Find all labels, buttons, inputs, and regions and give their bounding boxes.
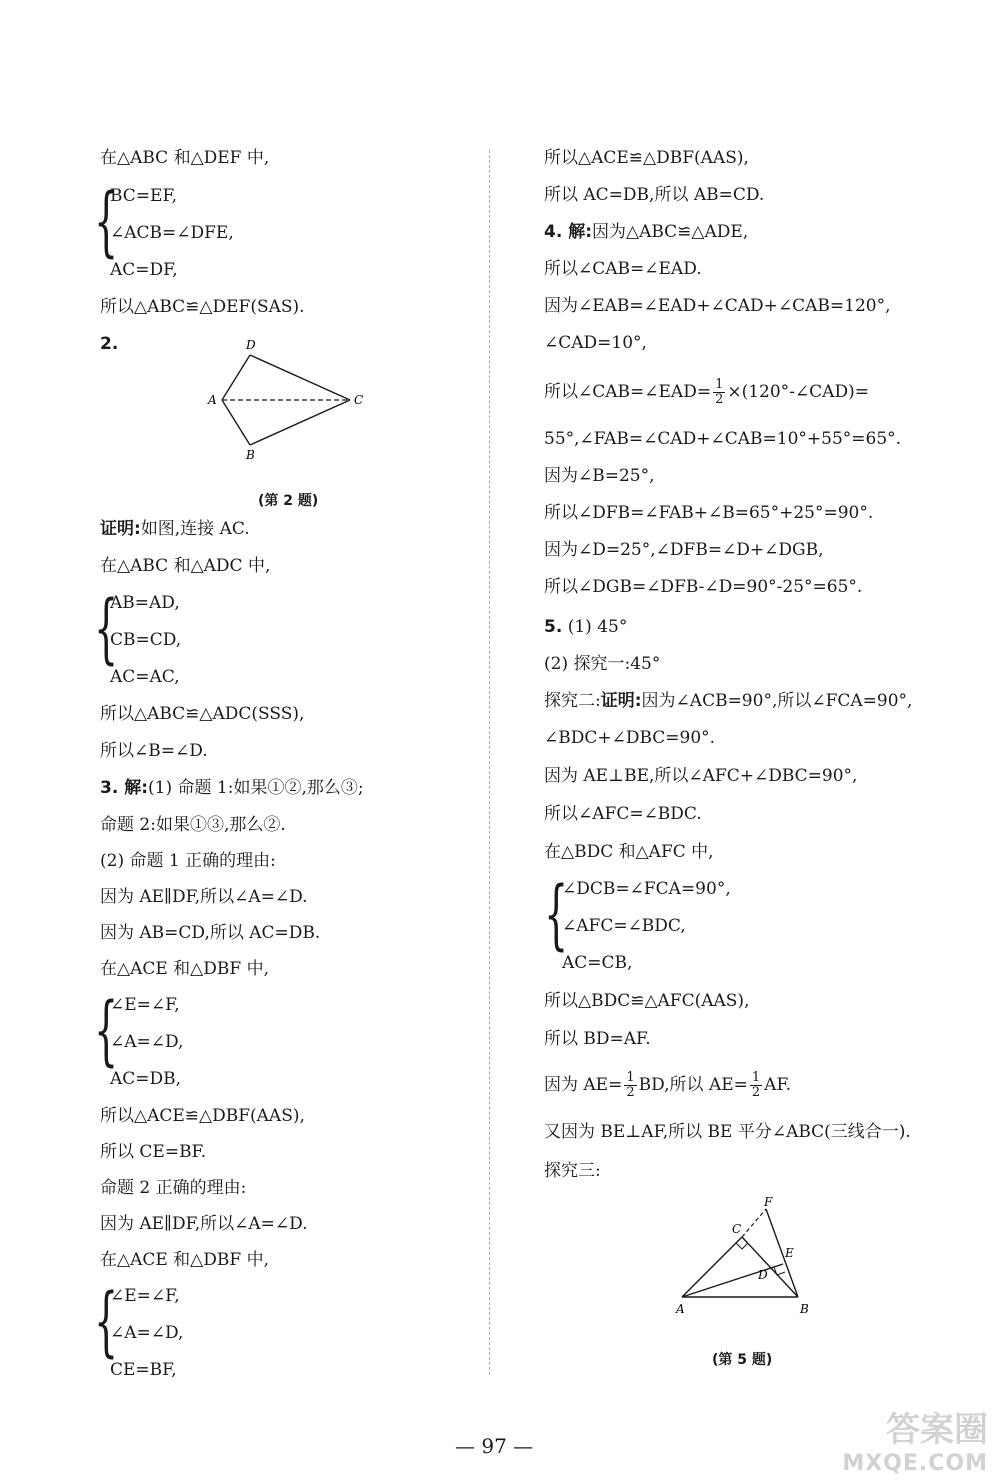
condition-line: ∠E=∠F,	[110, 995, 180, 1015]
point-label-a: A	[676, 1302, 685, 1316]
condition-line: AC=CB,	[562, 953, 633, 973]
point-label-a: A	[208, 393, 217, 407]
text-line	[100, 521, 250, 538]
condition-line: BC=EF,	[110, 186, 178, 206]
right-angle-mark-c	[736, 1243, 748, 1249]
text-line	[544, 1069, 791, 1101]
fraction	[624, 1071, 636, 1099]
text-line: 所以∠DFB=∠FAB+∠B=65°+25°=90°.	[544, 503, 874, 523]
condition-line: AC=DB,	[110, 1069, 182, 1089]
text-line: 所以∠AFC=∠BDC.	[544, 804, 702, 824]
text-line: 所以△ABC≌△ADC(SSS),	[100, 704, 305, 724]
text-line: ∠CAD=10°,	[544, 333, 647, 353]
point-label-d: D	[758, 1268, 768, 1282]
text-line: 所以∠B=∠D.	[100, 741, 208, 761]
fraction-numerator: 1	[715, 377, 724, 393]
text-line: 所以△ACE≌△DBF(AAS),	[100, 1106, 305, 1126]
text-span: (1) 命题 1:如果①②,那么③;	[148, 778, 364, 798]
segment-dc	[250, 355, 350, 400]
bold-label: 证明:	[600, 691, 642, 711]
text-line: 因为∠D=25°,∠DFB=∠D+∠DGB,	[544, 540, 824, 560]
bold-label: 4. 解:	[544, 222, 593, 242]
text-span: 因为△ABC≌△ADE,	[592, 222, 749, 242]
text-line	[544, 693, 912, 710]
segment-cf-dashed	[742, 1209, 766, 1237]
text-line: 命题 2:如果①③,那么②.	[100, 815, 286, 835]
text-line: 命题 2 正确的理由:	[100, 1178, 247, 1198]
point-label-c: C	[354, 393, 364, 407]
condition-line: ∠A=∠D,	[110, 1323, 184, 1343]
brace: {	[94, 583, 119, 672]
fraction-denominator: 2	[751, 1085, 761, 1100]
watermark	[842, 1402, 988, 1476]
text-span: 因为∠ACB=90°,所以∠FCA=90°,	[641, 691, 913, 711]
text-line: 在△ABC 和△ADC 中,	[100, 556, 271, 576]
text-line: 因为 AE∥DF,所以∠A=∠D.	[100, 887, 308, 907]
text-line: 在△ACE 和△DBF 中,	[100, 1250, 269, 1270]
text-line	[544, 376, 869, 408]
text-line: 所以∠CAB=∠EAD.	[544, 259, 702, 279]
text-line	[100, 780, 364, 797]
condition-line: ∠ACB=∠DFE,	[110, 223, 234, 243]
text-line: ∠BDC+∠DBC=90°.	[544, 728, 716, 748]
text-line: 因为∠EAB=∠EAD+∠CAD+∠CAB=120°,	[544, 296, 891, 316]
text-line: 因为 AE∥DF,所以∠A=∠D.	[100, 1214, 308, 1234]
text-span: 探究二:	[544, 691, 601, 711]
segment-ba	[222, 400, 250, 445]
text-line	[544, 619, 627, 636]
point-label-b: B	[800, 1302, 809, 1316]
watermark-url: MXQE.COM	[842, 1451, 988, 1476]
fraction-numerator: 1	[751, 1070, 761, 1086]
figure-2	[200, 335, 380, 465]
text-line: 在△ACE 和△DBF 中,	[100, 959, 269, 979]
text-line: 所以△BDC≌△AFC(AAS),	[544, 991, 750, 1011]
fraction-denominator: 2	[715, 392, 724, 407]
condition-line: ∠E=∠F,	[110, 1286, 180, 1306]
text-span: 如图,连接 AC.	[140, 519, 250, 539]
fraction	[750, 1071, 762, 1099]
bold-label: 3. 解:	[100, 778, 149, 798]
point-label-f: F	[764, 1195, 773, 1209]
segment-cb	[250, 400, 350, 445]
text-line: 在△ABC 和△DEF 中,	[100, 148, 270, 168]
point-label-e: E	[785, 1246, 794, 1260]
text-line: 因为∠B=25°,	[544, 466, 655, 486]
watermark-title: 答案圈	[886, 1410, 988, 1450]
text-line: 所以∠DGB=∠DFB-∠D=90°-25°=65°.	[544, 577, 863, 597]
column-divider	[489, 150, 490, 1375]
text-line: 55°,∠FAB=∠CAD+∠CAB=10°+55°=65°.	[544, 429, 902, 449]
brace: {	[94, 1276, 119, 1365]
point-label-c: C	[732, 1222, 742, 1236]
fraction-numerator: 1	[626, 1070, 635, 1086]
text-span: 因为 AE=	[544, 1075, 623, 1095]
condition-line: CE=BF,	[110, 1360, 177, 1380]
condition-line: ∠DCB=∠FCA=90°,	[562, 879, 731, 899]
text-line: 所以 CE=BF.	[100, 1142, 207, 1162]
text-line: (2) 探究一:45°	[544, 654, 661, 674]
condition-line: AC=DF,	[110, 260, 178, 280]
text-span: (1) 45°	[567, 617, 628, 637]
text-line: 所以△ABC≌△DEF(SAS).	[100, 297, 305, 317]
fraction-denominator: 2	[626, 1085, 635, 1100]
segment-ae	[682, 1264, 783, 1297]
condition-line: ∠A=∠D,	[110, 1032, 184, 1052]
figure-5	[670, 1195, 830, 1325]
bold-label: 5.	[544, 617, 563, 637]
question-number: 2.	[100, 334, 119, 354]
text-line: 所以 BD=AF.	[544, 1029, 651, 1049]
text-line: 因为 AE⊥BE,所以∠AFC+∠DBC=90°,	[544, 766, 858, 786]
figure-caption: (第 2 题)	[258, 493, 319, 509]
segment-ad	[222, 355, 250, 400]
text-line: 所以 AC=DB,所以 AB=CD.	[544, 185, 765, 205]
text-line: (2) 命题 1 正确的理由:	[100, 851, 276, 871]
text-line	[544, 224, 748, 241]
condition-line: ∠AFC=∠BDC,	[562, 916, 686, 936]
text-span: BD,所以 AE=	[638, 1075, 748, 1095]
point-label-d: D	[246, 338, 256, 352]
text-line: 因为 AB=CD,所以 AC=DB.	[100, 923, 321, 943]
brace: {	[94, 985, 119, 1074]
fraction	[713, 378, 725, 406]
condition-line: AC=AC,	[110, 667, 180, 687]
text-span: AF.	[764, 1075, 791, 1095]
text-line: 在△BDC 和△AFC 中,	[544, 842, 714, 862]
figure-caption: (第 5 题)	[712, 1352, 773, 1368]
brace: {	[544, 869, 569, 958]
text-line: 又因为 BE⊥AF,所以 BE 平分∠ABC(三线合一).	[544, 1122, 911, 1142]
point-label-b: B	[246, 448, 255, 462]
text-line: 探究三:	[544, 1161, 601, 1181]
condition-line: AB=AD,	[110, 593, 180, 613]
brace: {	[94, 176, 119, 265]
page-number: — 97 —	[455, 1434, 534, 1458]
text-span: 所以∠CAB=∠EAD=	[544, 382, 712, 402]
bold-label: 证明:	[100, 519, 141, 539]
text-span: ×(120°-∠CAD)=	[727, 382, 869, 402]
segment-ac	[682, 1237, 742, 1297]
text-line: 所以△ACE≌△DBF(AAS),	[544, 148, 749, 168]
condition-line: CB=CD,	[110, 630, 182, 650]
